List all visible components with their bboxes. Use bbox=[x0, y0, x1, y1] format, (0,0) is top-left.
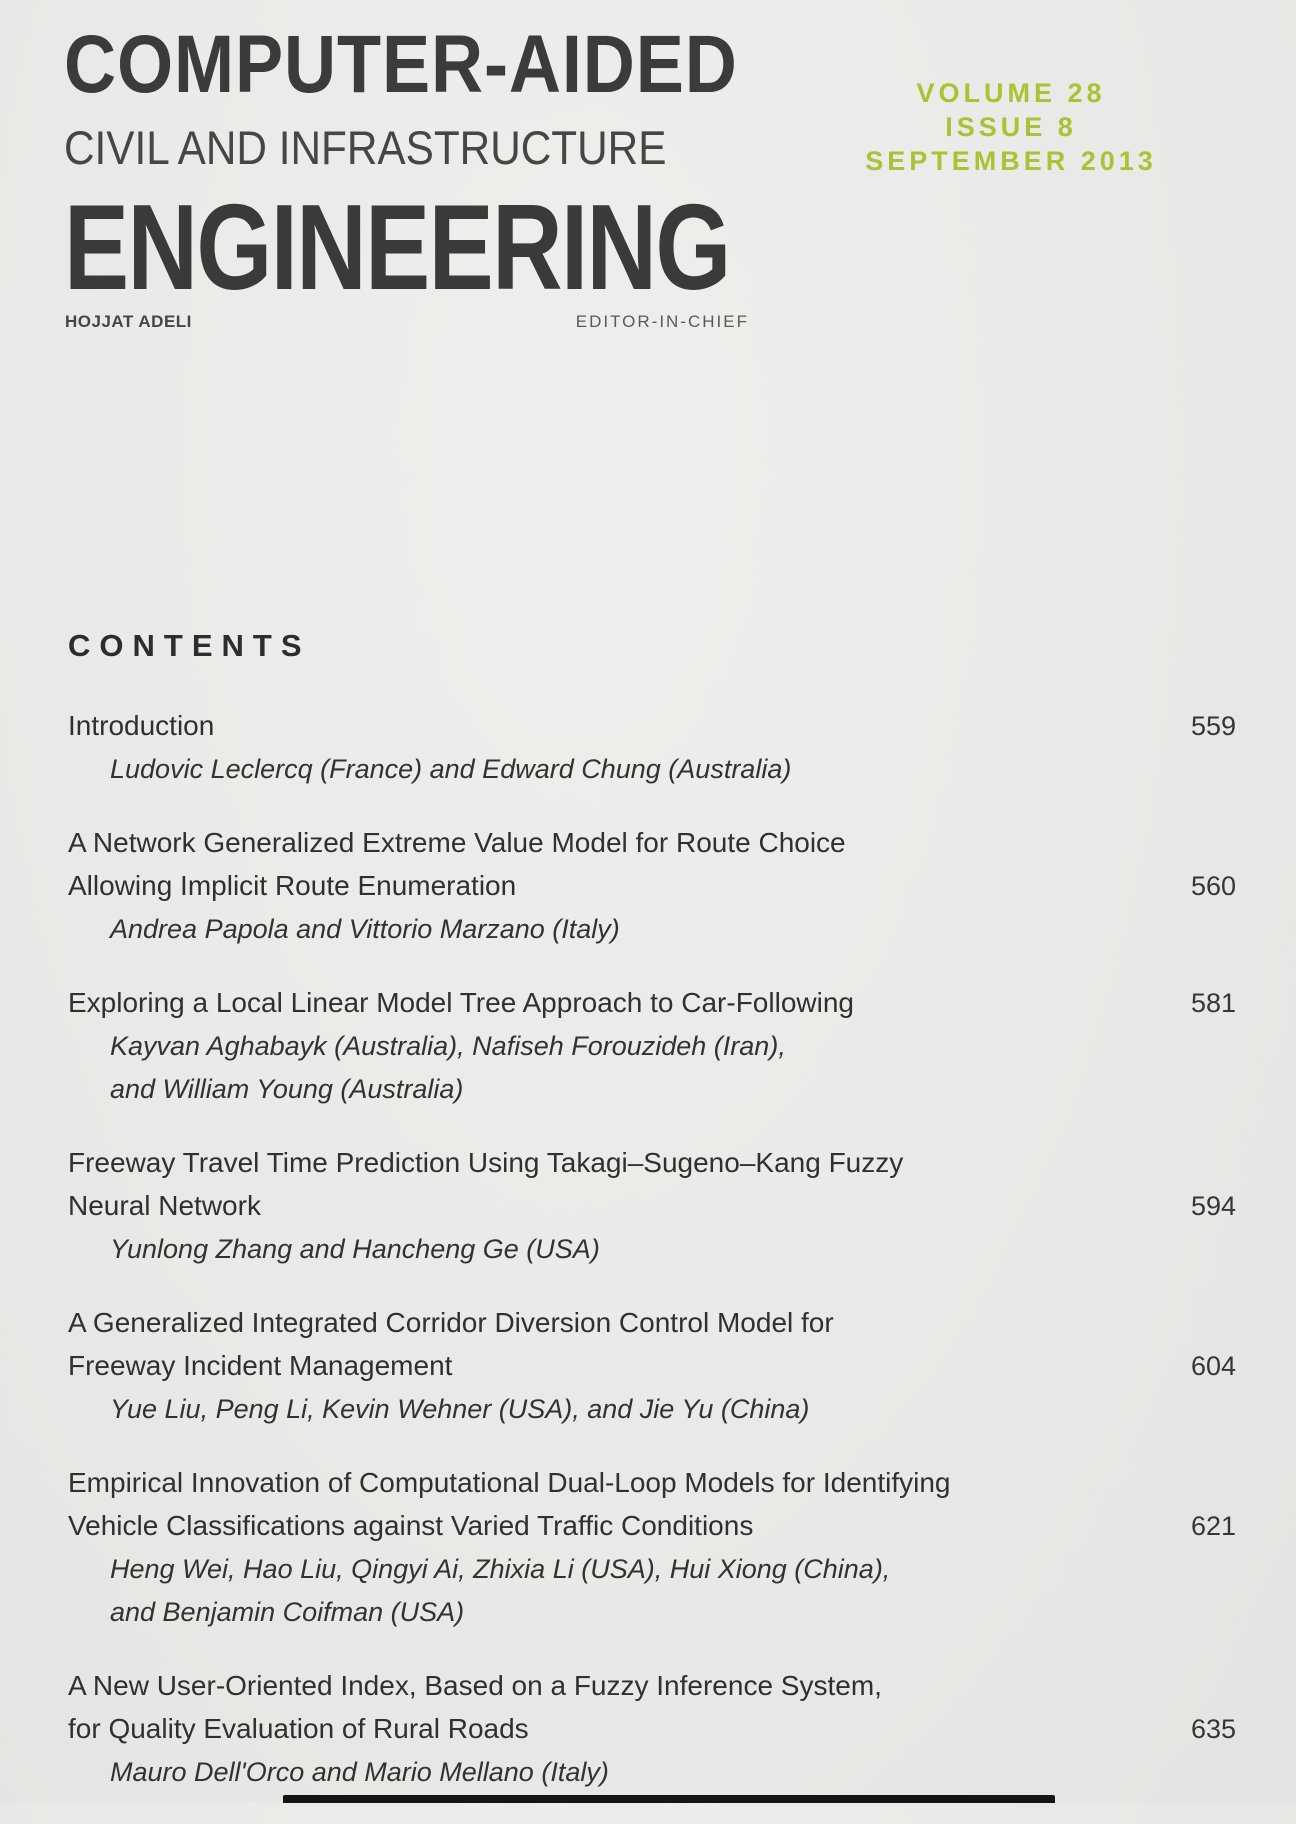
toc-entry bbox=[68, 1461, 1236, 1634]
toc-entry bbox=[68, 981, 1236, 1111]
journal-title-line3: ENGINEERING bbox=[64, 179, 730, 315]
toc-list bbox=[68, 704, 1236, 1824]
article-title-line: Neural Network 594 bbox=[68, 1184, 1236, 1228]
article-title-line: A Network Generalized Extreme Value Model for Route Choice bbox=[68, 827, 846, 858]
article-authors-line: and William Young (Australia) bbox=[110, 1074, 464, 1104]
page-number: 621 bbox=[1190, 1511, 1236, 1541]
article-title-line: for Quality Evaluation of Rural Roads 635 bbox=[68, 1707, 1236, 1751]
issue-info-block bbox=[852, 76, 1170, 178]
journal-title-line1: COMPUTER-AIDED bbox=[64, 19, 738, 110]
article-title-line: A Generalized Integrated Corridor Diversion Control Model for bbox=[68, 1307, 834, 1338]
page-number: 604 bbox=[1190, 1351, 1236, 1381]
article-authors-line: Mauro Dell'Orco and Mario Mellano (Italy) bbox=[110, 1757, 609, 1787]
toc-entry bbox=[68, 1664, 1236, 1794]
journal-title-line2: CIVIL AND INFRASTRUCTURE bbox=[64, 121, 667, 174]
article-title-line: Introduction 559 bbox=[68, 704, 1236, 748]
toc-entry bbox=[68, 704, 1236, 791]
journal-masthead bbox=[64, 18, 896, 317]
article-authors-line: Yunlong Zhang and Hancheng Ge (USA) bbox=[110, 1234, 600, 1264]
article-authors-line: Kayvan Aghabayk (Australia), Nafiseh Forouzideh (Iran), bbox=[110, 1031, 786, 1061]
toc-entry bbox=[68, 1141, 1236, 1271]
editor-role-label: EDITOR-IN-CHIEF bbox=[575, 312, 749, 331]
article-authors-line: and Benjamin Coifman (USA) bbox=[110, 1597, 465, 1627]
article-authors-line: Andrea Papola and Vittorio Marzano (Italy) bbox=[110, 914, 620, 944]
article-title-line: Allowing Implicit Route Enumeration 560 bbox=[68, 864, 1236, 908]
article-title-line: Freeway Travel Time Prediction Using Takagi–Sugeno–Kang Fuzzy bbox=[68, 1147, 904, 1178]
issue-date: SEPTEMBER 2013 bbox=[865, 146, 1157, 176]
editor-row bbox=[65, 312, 749, 332]
article-title-line: Freeway Incident Management 604 bbox=[68, 1344, 1236, 1388]
page-number: 581 bbox=[1190, 988, 1236, 1018]
page-number: 559 bbox=[1190, 711, 1236, 741]
article-authors-line: Ludovic Leclercq (France) and Edward Chung (Australia) bbox=[110, 754, 792, 784]
volume-label: VOLUME 28 bbox=[916, 78, 1106, 108]
editor-name: HOJJAT ADELI bbox=[65, 312, 192, 331]
article-authors-line: Heng Wei, Hao Liu, Qingyi Ai, Zhixia Li (USA), Hui Xiong (China), bbox=[110, 1554, 891, 1584]
scan-bottom-bar bbox=[283, 1795, 1055, 1803]
page-number: 560 bbox=[1190, 871, 1236, 901]
article-authors-line: Yue Liu, Peng Li, Kevin Wehner (USA), and Jie Yu (China) bbox=[110, 1394, 810, 1424]
toc-entry bbox=[68, 1301, 1236, 1431]
issue-label: ISSUE 8 bbox=[945, 112, 1077, 142]
article-title-line: Vehicle Classifications against Varied Traffic Conditions 621 bbox=[68, 1504, 1236, 1548]
contents-heading: CONTENTS bbox=[68, 628, 311, 663]
article-title-line: Empirical Innovation of Computational Dual-Loop Models for Identifying bbox=[68, 1467, 951, 1498]
toc-entry bbox=[68, 821, 1236, 951]
article-title-line: Exploring a Local Linear Model Tree Approach to Car-Following 581 bbox=[68, 981, 1236, 1025]
page-number: 635 bbox=[1190, 1714, 1236, 1744]
page-number: 594 bbox=[1190, 1191, 1236, 1221]
article-title-line: A New User-Oriented Index, Based on a Fuzzy Inference System, bbox=[68, 1670, 882, 1701]
